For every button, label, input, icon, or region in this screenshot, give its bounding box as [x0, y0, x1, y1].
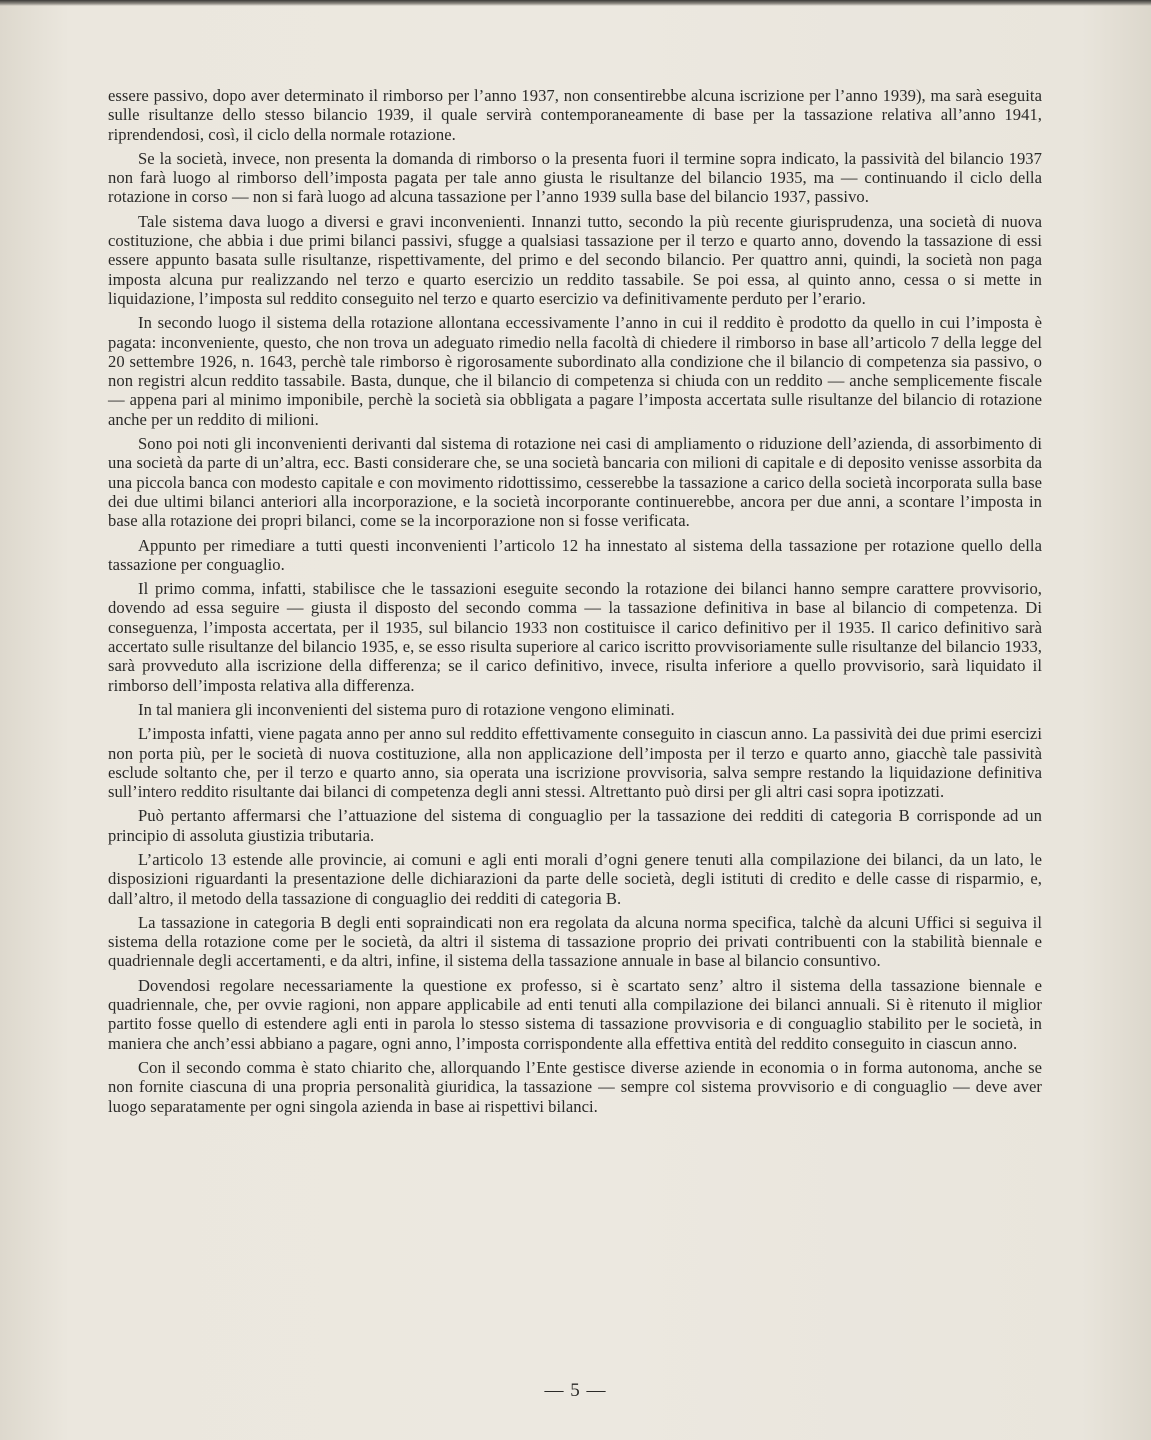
paragraph: Se la società, invece, non presenta la domanda di rimborso o la presenta fuori il termine sopra indicato, la passività del bilancio 1937 non farà luogo al rimborso dell’imposta pagata per tale anno giusta le risultanze del bilancio 1935, ma — continuando il ciclo della rotazione in corso — non si farà luogo ad alcuna tassazione per l’anno 1939 sulla base del bilancio 1937, passivo.: [108, 148, 1042, 207]
paragraph: Sono poi noti gli inconvenienti derivanti dal sistema di rotazione nei casi di ampliamento o riduzione dell’azienda, di assorbimento di una società da parte di un’altra, ecc. Basti considerare che, se una società bancaria con milioni di capitale e di deposito venisse assorbita da una piccola banca con modesto capitale e con movimento ridottissimo, cesserebbe la tassazione a carico della società incorporata sulla base dei due ultimi bilanci anteriori alla incorporazione, e la società incorporante continuerebbe, ancora per due anni, a scontare l’imposta in base alla rotazione dei propri bilanci, come se la incorporazione non si fosse verificata.: [108, 434, 1042, 531]
paragraph: Appunto per rimediare a tutti questi inconvenienti l’articolo 12 ha innestato al sistema della tassazione per rotazione quello della tassazione per conguaglio.: [108, 535, 1042, 574]
paragraph: In tal maniera gli inconvenienti del sistema puro di rotazione vengono eliminati.: [138, 699, 675, 719]
paragraph: La tassazione in categoria B degli enti sopraindicati non era regolata da alcuna norma specifica, talchè da alcuni Uffici si seguiva il sistema della rotazione come per le società, da altri il sistema di tassazione proprio dei privati contribuenti con la stabilità biennale e quadriennale degli accertamenti, e da altri, infine, il sistema della tassazione annuale in base al bilancio consuntivo.: [108, 912, 1042, 971]
paragraph: Tale sistema dava luogo a diversi e gravi inconvenienti. Innanzi tutto, secondo la più recente giurisprudenza, una società di nuova costituzione, che abbia i due primi bilanci passivi, sfugge a qualsiasi tassazione per il terzo e quarto anno, dovendo la tassazione di essi essere appunto basata sulle risultanze, rispettivamente, del primo e del secondo bilancio. Per quattro anni, quindi, la società non paga imposta alcuna pur realizzando nel terzo e quarto esercizio un reddito tassabile. Se poi essa, al quinto anno, cessa o si mette in liquidazione, l’imposta sul reddito conseguito nel terzo e quarto esercizio va definitivamente perduto per l’erario.: [108, 211, 1042, 308]
paragraph: Con il secondo comma è stato chiarito che, allorquando l’Ente gestisce diverse aziende in economia o in forma autonoma, anche se non fornite ciascuna di una propria personalità giuridica, la tassazione — sempre col sistema provvisorio e di conguaglio — deve aver luogo separatamente per ogni singola azienda in base ai rispettivi bilanci.: [108, 1057, 1042, 1116]
paragraph: In secondo luogo il sistema della rotazione allontana eccessivamente l’anno in cui il reddito è prodotto da quello in cui l’imposta è pagata: inconveniente, questo, che non trova un adeguato rimedio nella facoltà di chiedere il rimborso in base all’articolo 7 della legge del 20 settembre 1926, n. 1643, perchè tale rimborso è rigorosamente subordinato alla condizione che il bilancio di competenza sia passivo, o non registri alcun reddito tassabile. Basta, dunque, che il bilancio di competenza si chiuda con un reddito — anche semplicemente fiscale — appena pari al minimo imponibile, perchè la società sia obbligata a pagare l’imposta accertata sulle risultanze del bilancio di rotazione anche per un reddito di milioni.: [108, 313, 1042, 429]
paragraph: Il primo comma, infatti, stabilisce che le tassazioni eseguite secondo la rotazione dei bilanci hanno sempre carattere provvisorio, dovendo ad essa seguire — giusta il disposto del secondo comma — la tassazione definitiva in base al bilancio di competenza. Di conseguenza, l’imposta accertata, per il 1935, sul bilancio 1933 non costituisce il carico definitivo per il 1935. Il carico definitivo sarà accertato sulle risultanze del bilancio 1935, e, se esso risulta superiore al carico iscritto provvisoriamente sulle risultanze del bilancio 1933, sarà provveduto alla iscrizione della differenza; se il carico definitivo, invece, risulta inferiore a quello provvisorio, sarà liquidato il rimborso dell’imposta relativa alla differenza.: [108, 579, 1042, 695]
paragraph: essere passivo, dopo aver determinato il rimborso per l’anno 1937, non consentirebbe alcuna iscrizione per l’anno 1939), ma sarà eseguita sulle risultanze dello stesso bilancio 1939, il quale servirà contemporaneamente di base per la tassazione relativa all’anno 1941, riprendendosi, così, il ciclo della normale rotazione.: [108, 86, 1042, 144]
paragraph: L’articolo 13 estende alle provincie, ai comuni e agli enti morali d’ogni genere tenuti alla compilazione dei bilanci, da un lato, le disposizioni riguardanti la presentazione delle dichiarazioni da parte delle società, degli istituti di credito e delle casse di risparmio, e, dall’altro, il metodo della tassazione di conguaglio dei redditi di categoria B.: [108, 849, 1042, 908]
paragraph: Dovendosi regolare necessariamente la questione ex professo, si è scartato senz’ altro il sistema della tassazione biennale e quadriennale, che, per ovvie ragioni, non appare applicabile ad enti tenuti alla compilazione dei bilanci annuali. Si è ritenuto il miglior partito fosse quello di estendere agli enti in parola lo stesso sistema di tassazione provvisoria e di conguaglio stabilito per le società, in maniera che anch’essi abbiano a pagare, ogni anno, l’imposta corrispondente alla effettiva entità del reddito conseguito in ciascun anno.: [108, 975, 1042, 1053]
page-number: — 5 —: [544, 1380, 607, 1401]
paragraph: Può pertanto affermarsi che l’attuazione del sistema di conguaglio per la tassazione dei redditi di categoria B corrisponde ad un principio di assoluta giustizia tributaria.: [108, 806, 1042, 845]
paragraph: L’imposta infatti, viene pagata anno per anno sul reddito effettivamente conseguito in ciascun anno. La passività dei due primi esercizi non porta più, per le società di nuova costituzione, alla non applicazione dell’imposta per il terzo e quarto anno, giacchè tale passività esclude soltanto che, per il terzo e quarto anno, sia operata una iscrizione provvisoria, salva sempre restando la liquidazione definitiva sull’intero reddito risultante dai bilanci di competenza degli anni stessi. Altrettanto può dirsi per gli altri casi sopra ipotizzati.: [108, 724, 1042, 802]
body-text: [108, 86, 1042, 1121]
